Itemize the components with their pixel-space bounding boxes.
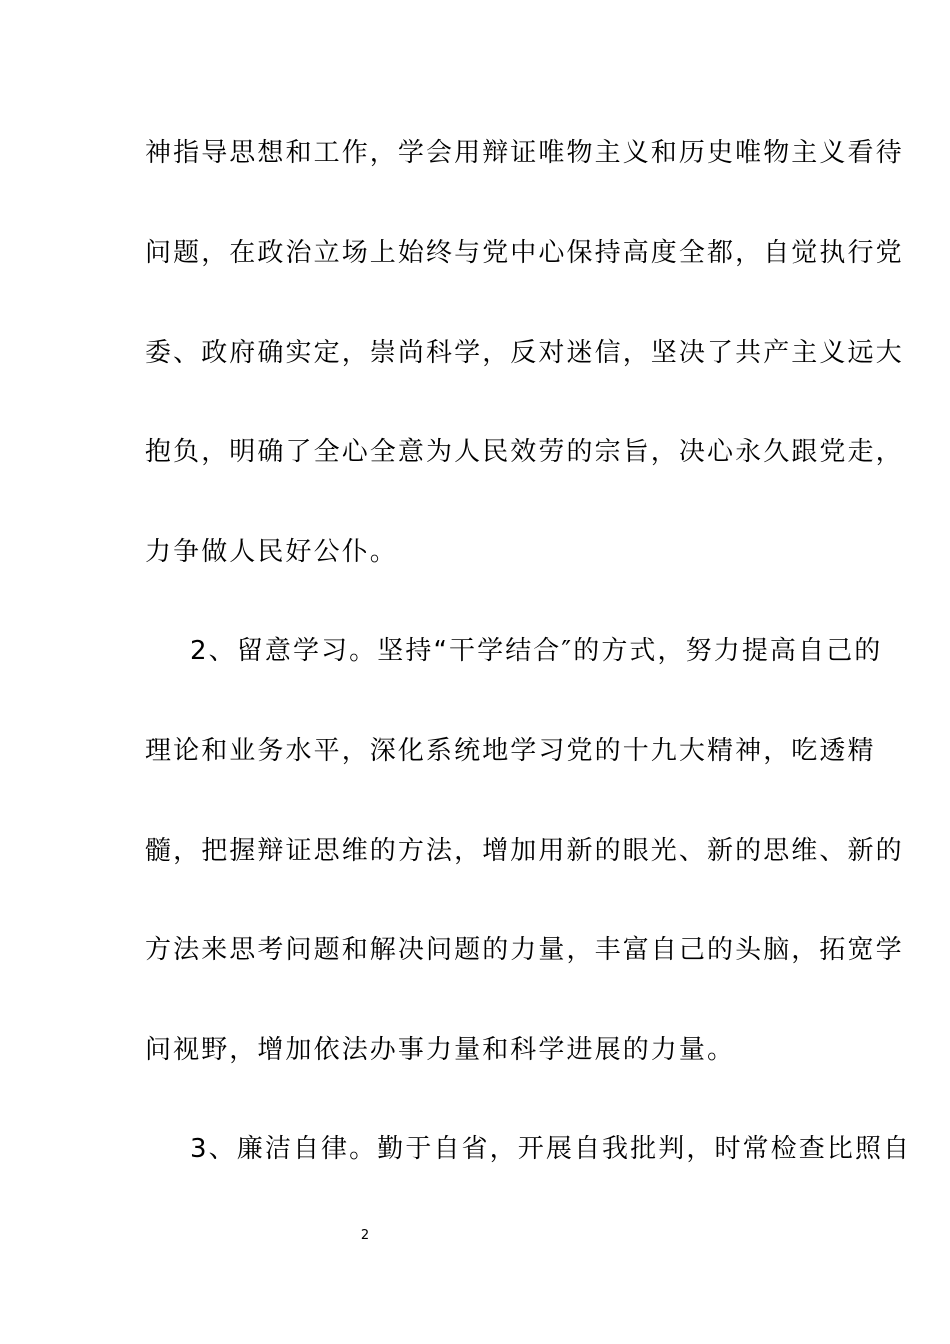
paragraph-line: 方法来思考问题和解决问题的力量，丰富自己的头脑，拓宽学: [145, 935, 904, 965]
paragraph-line: 抱负，明确了全心全意为人民效劳的宗旨，决心永久跟党走，: [145, 437, 904, 467]
paragraph-line: 理论和业务水平，深化系统地学习党的十九大精神，吃透精: [145, 736, 876, 766]
paragraph-line: 委、政府确实定，崇尚科学，反对迷信，坚决了共产主义远大: [145, 338, 904, 368]
paragraph-line: 力争做人民好公仆。: [145, 537, 398, 567]
paragraph-line: 问视野，增加依法办事力量和科学进展的力量。: [145, 1035, 736, 1065]
page-number: 2: [360, 1228, 370, 1243]
paragraph-line: 髓，把握辩证思维的方法，增加用新的眼光、新的思维、新的: [145, 836, 904, 866]
paragraph-line: 2、留意学习。坚持“干学结合″的方式，努力提高自己的: [190, 636, 883, 666]
paragraph-line: 神指导思想和工作，学会用辩证唯物主义和历史唯物主义看待: [145, 138, 904, 168]
paragraph-line: 3、廉洁自律。勤于自省，开展自我批判，时常检查比照自: [190, 1134, 912, 1164]
paragraph-line: 问题，在政治立场上始终与党中心保持高度全都，自觉执行党: [145, 238, 904, 268]
